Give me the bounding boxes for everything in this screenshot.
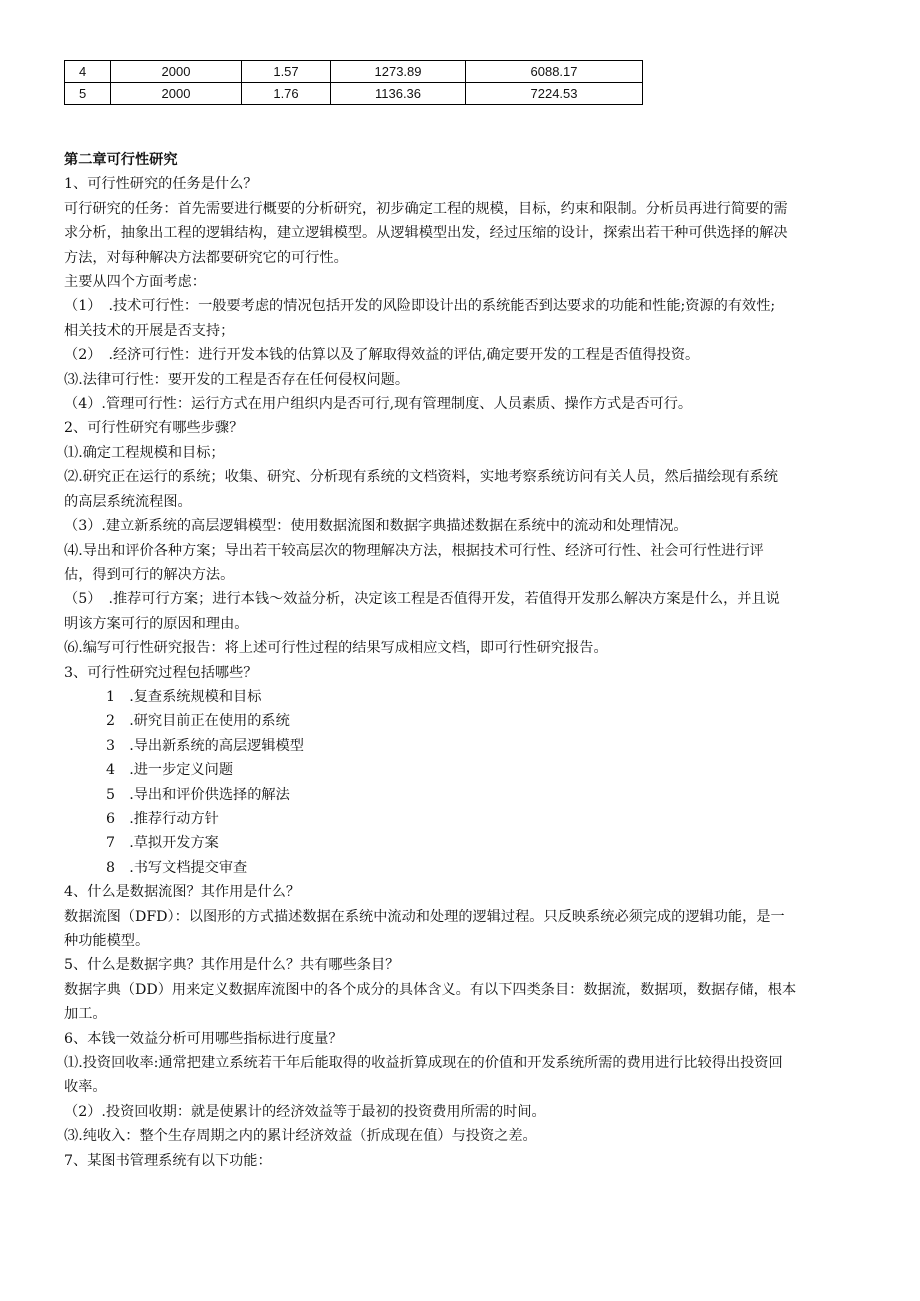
- step-1: ⑴.确定工程规模和目标；: [64, 444, 225, 461]
- metric-payback: （2）.投资回收期：就是使累计的经济效益等于最初的投资费用所需的时间。: [64, 1103, 546, 1120]
- question-1: 1、可行性研究的任务是什么？: [64, 176, 258, 193]
- metric-net-income: ⑶.纯收入：整个生存周期之内的累计经济效益（折成现在值）与投资之差。: [64, 1128, 537, 1145]
- aspect-legal: ⑶.法律可行性：要开发的工程是否存在任何侵权问题。: [64, 371, 410, 388]
- question-2: 2、可行性研究有哪些步骤？: [64, 420, 244, 437]
- table-cell: 6088.17: [466, 61, 643, 83]
- answer-1-line: 方法，对每种解决方法都要研究它的可行性。: [64, 249, 348, 266]
- aspect-technical-cont: 相关技术的开展是否支持；: [64, 322, 235, 339]
- table-cell: 2000: [111, 61, 242, 83]
- list-item: 1 .复查系统规模和目标: [106, 688, 262, 705]
- step-4-cont: 估，得到可行的解决方法。: [64, 566, 235, 583]
- question-5: 5、什么是数据字典？其作用是什么？共有哪些条目？: [64, 957, 400, 974]
- list-item: 3 .导出新系统的高层逻辑模型: [106, 737, 304, 754]
- list-item: 5 .导出和评价供选择的解法: [106, 786, 290, 803]
- answer-4-line: 种功能模型。: [64, 933, 150, 949]
- question-4: 4、什么是数据流图？其作用是什么？: [64, 884, 301, 901]
- aspect-management: （4）.管理可行性：运行方式在用户组织内是否可行,现有管理制度、人员素质、操作方式是否可行。: [64, 396, 693, 413]
- step-5-cont: 明该方案可行的原因和理由。: [64, 615, 249, 632]
- table-cell: 1273.89: [331, 61, 466, 83]
- table-cell: 1136.36: [331, 83, 466, 105]
- answer-5-line: 数据字典（DD）用来定义数据库流图中的各个成分的具体含义。有以下四类条目：数据流，数据项，数据存储，根本: [64, 981, 797, 998]
- metric-roi-cont: 收率。: [64, 1079, 107, 1096]
- aspects-intro: 主要从四个方面考虑：: [64, 274, 206, 291]
- table-cell: 5: [65, 83, 111, 105]
- list-item: 8 .书写文档提交审查: [106, 859, 248, 876]
- list-item: 6 .推荐行动方针: [106, 810, 219, 827]
- answer-1-line: 求分析，抽象出工程的逻辑结构，建立逻辑模型。从逻辑模型出发，经过压缩的设计，探索出若干种可供选择的解决: [64, 225, 788, 242]
- table-cell: 1.76: [242, 83, 331, 105]
- table-row: [65, 83, 643, 105]
- list-item: 4 .进一步定义问题: [106, 762, 234, 779]
- question-6: 6、本钱一效益分析可用哪些指标进行度量？: [64, 1030, 343, 1047]
- aspect-economic: （2） .经济可行性：进行开发本钱的估算以及了解取得效益的评估,确定要开发的工程是否值得投资。: [64, 347, 700, 364]
- step-4: ⑷.导出和评价各种方案；导出若干较高层次的物理解决方法，根据技术可行性、经济可行性、社会可行性进行评: [64, 542, 764, 559]
- question-7: 7、某图书管理系统有以下功能：: [64, 1152, 272, 1169]
- chapter-title: 第二章可行性研究: [64, 152, 178, 168]
- question-3: 3、可行性研究过程包括哪些？: [64, 664, 258, 681]
- step-6: ⑹.编写可行性研究报告：将上述可行性过程的结果写成相应文档，即可行性研究报告。: [64, 640, 608, 657]
- data-table: [64, 60, 643, 105]
- table-cell: 2000: [111, 83, 242, 105]
- step-5: （5） .推荐可行方案；进行本钱～效益分析，决定该工程是否值得开发，若值得开发那么解决方案是什么，并且说: [64, 591, 780, 608]
- step-2-cont: 的高层系统流程图。: [64, 493, 192, 510]
- list-item: 2 .研究目前正在使用的系统: [106, 713, 290, 730]
- answer-4-line: 数据流图（DFD）：以图形的方式描述数据在系统中流动和处理的逻辑过程。只反映系统必须完成的逻辑功能，是一: [64, 908, 785, 925]
- aspect-technical: （1） .技术可行性：一般要考虑的情况包括开发的风险即设计出的系统能否到达要求的功能和性能;资源的有效性;: [64, 298, 776, 315]
- table-cell: 7224.53: [466, 83, 643, 105]
- step-2: ⑵.研究正在运行的系统；收集、研究、分析现有系统的文档资料，实地考察系统访问有关人员，然后描绘现有系统: [64, 469, 778, 486]
- table-row: [65, 61, 643, 83]
- step-3: （3）.建立新系统的高层逻辑模型：使用数据流图和数据字典描述数据在系统中的流动和处理情况。: [64, 518, 688, 535]
- list-item: 7 .草拟开发方案: [106, 835, 219, 852]
- answer-1-line: 可行研究的任务：首先需要进行概要的分析研究，初步确定工程的规模，目标，约束和限制。分析员再进行简要的需: [64, 200, 788, 217]
- table-cell: 4: [65, 61, 111, 83]
- document-body: [64, 148, 864, 1173]
- table-cell: 1.57: [242, 61, 331, 83]
- answer-5-line: 加工。: [64, 1006, 107, 1023]
- metric-roi: ⑴.投资回收率:通常把建立系统若干年后能取得的收益折算成现在的价值和开发系统所需的费用进行比较得出投资回: [64, 1055, 783, 1072]
